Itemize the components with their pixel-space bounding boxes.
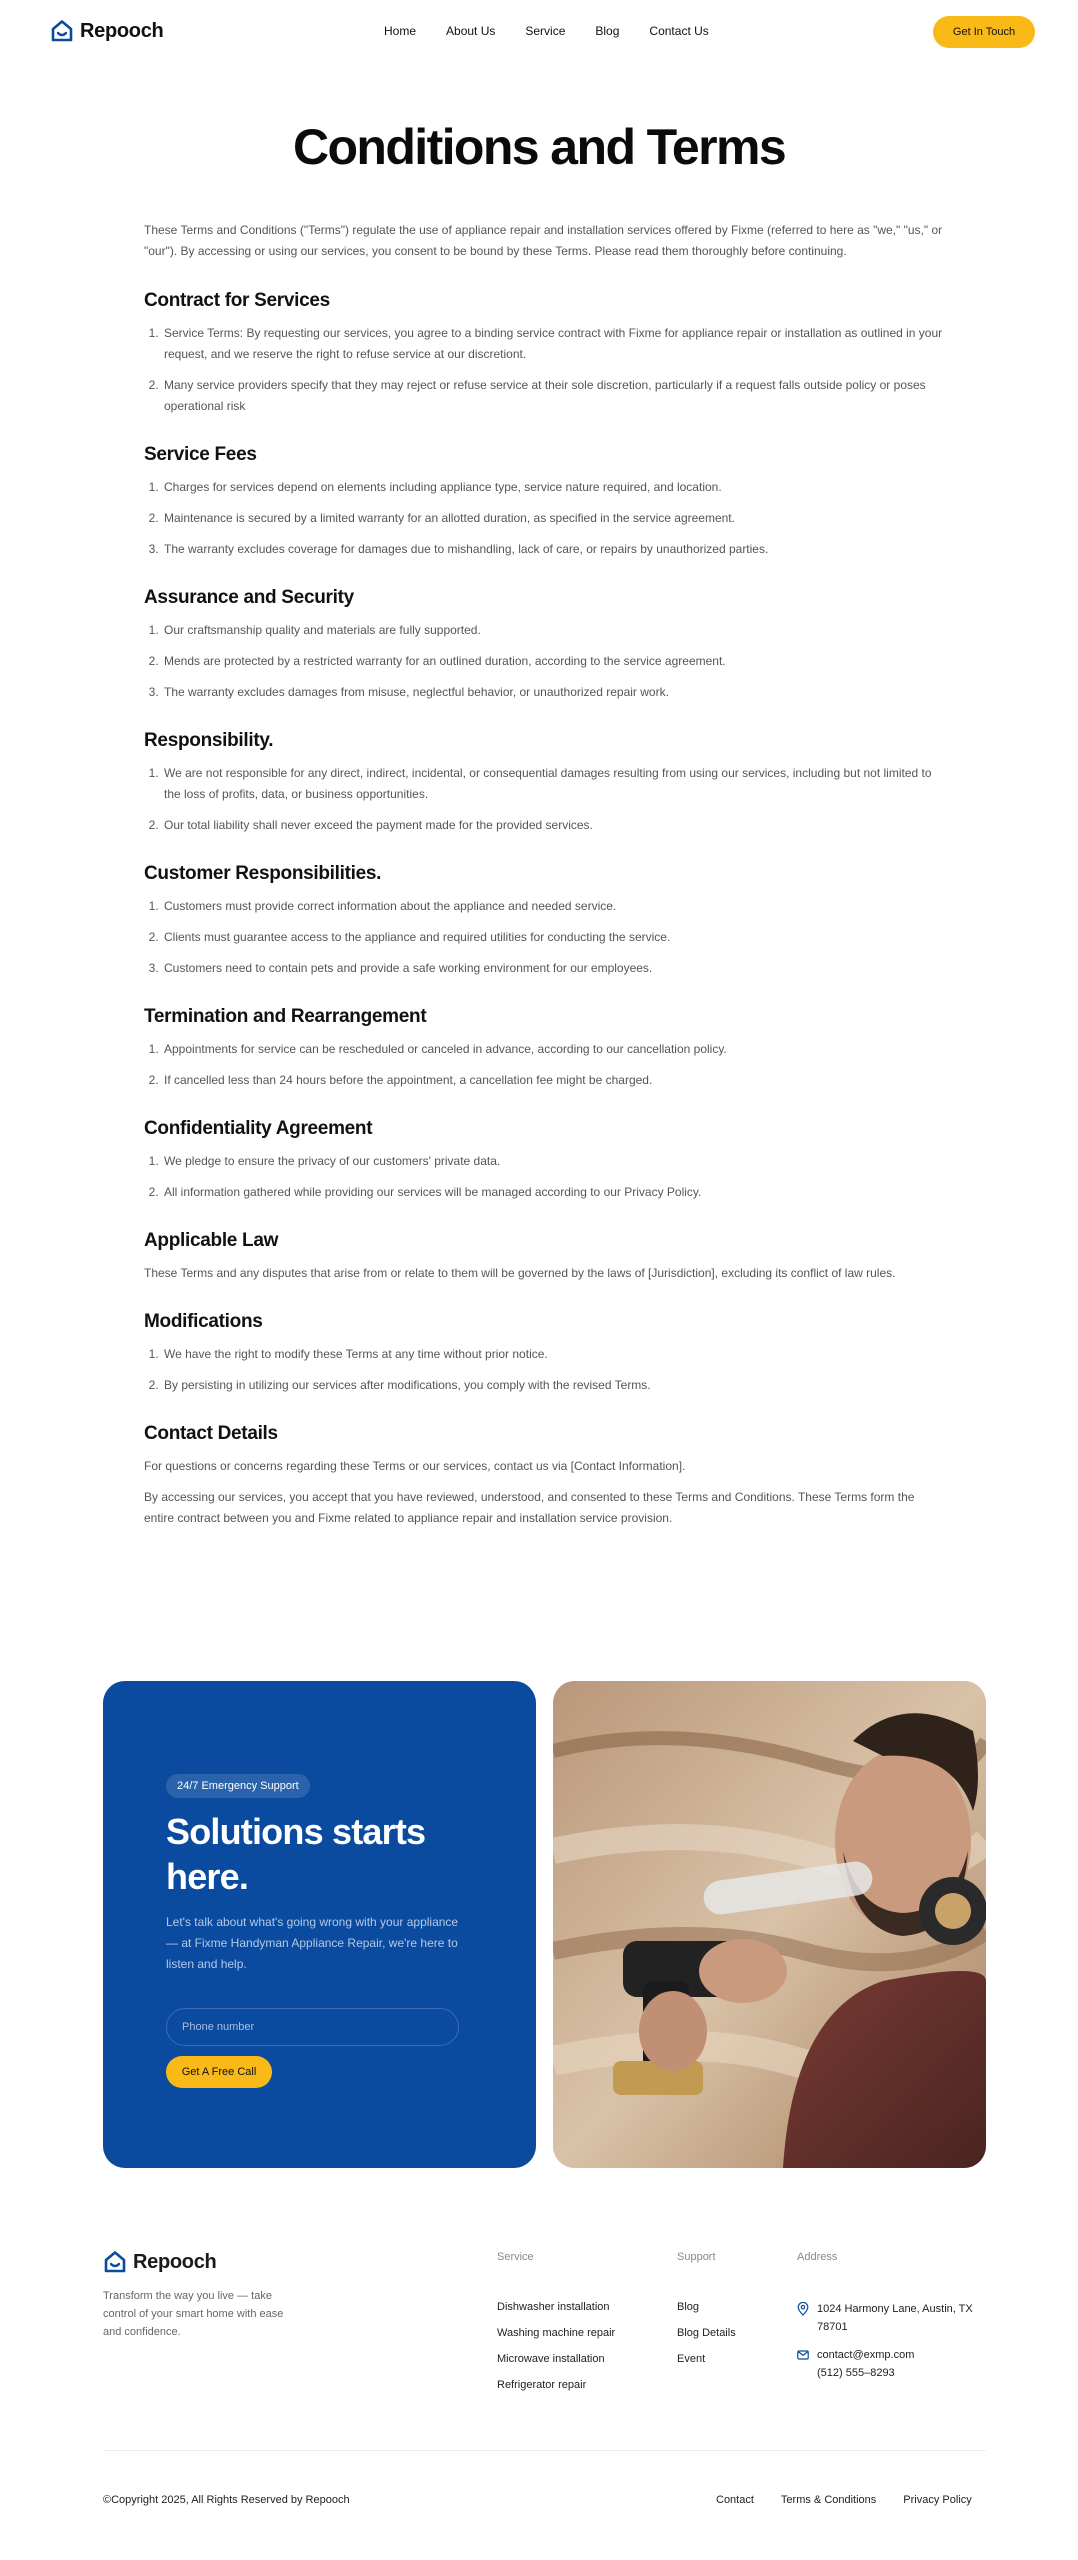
terms-content: [144, 220, 944, 1555]
footer-column-title: Support: [677, 2251, 716, 2263]
section-heading: Applicable Law: [144, 1230, 279, 1251]
footer-link-refrigerator-repair[interactable]: Refrigerator repair: [497, 2379, 587, 2391]
section-applicable-law: [144, 1229, 944, 1284]
emergency-support-badge: 24/7 Emergency Support: [166, 1774, 310, 1798]
section-list: [144, 477, 944, 560]
nav-home[interactable]: Home: [384, 24, 417, 38]
list-item: 2. If cancelled less than 24 hours before the appointment, a cancellation fee might be charged.: [162, 1070, 944, 1091]
section-heading: Contact Details: [144, 1423, 278, 1444]
list-item: 2. Clients must guarantee access to the appliance and required utilities for conducting the service.: [162, 927, 944, 948]
section-termination: [144, 1005, 944, 1091]
phone-number-input[interactable]: [166, 2008, 459, 2046]
section-paragraph: For questions or concerns regarding these Terms or our services, contact us via [Contact Information].: [144, 1459, 686, 1473]
nav-about-us[interactable]: About Us: [446, 24, 496, 38]
list-item: 1. Service Terms: By requesting our services, you agree to a binding service contract with Fixme for appliance repair or installation as outlined in your request, and we reserve the right to refuse service at our discretiont.: [162, 323, 944, 365]
footer-column-title: Address: [797, 2251, 838, 2263]
footer-logo-text: Repooch: [133, 2250, 217, 2273]
nav-contact-us[interactable]: Contact Us: [649, 24, 709, 38]
list-item: 2. All information gathered while providing our services will be managed according to our Privacy Policy.: [162, 1182, 944, 1203]
handyman-photo-illustration: [553, 1681, 986, 2168]
copyright-text: ©Copyright 2025, All Rights Reserved by Repooch: [103, 2494, 350, 2506]
footer-column-title: Service: [497, 2251, 534, 2263]
footer-link-blog[interactable]: Blog: [677, 2301, 700, 2313]
nav-service[interactable]: Service: [525, 24, 566, 38]
street-line-1: 1024 Harmony Lane, Austin, TX: [817, 2303, 973, 2315]
contact-info: [817, 2346, 914, 2382]
list-item: 2. Many service providers specify that they may reject or refuse service at their sole discretion, particularly if a request falls outside policy or poses operational risk: [162, 375, 944, 417]
handyman-photo: [553, 1681, 986, 2168]
list-item: 2. By persisting in utilizing our services after modifications, you comply with the revised Terms.: [162, 1375, 944, 1396]
section-paragraph: By accessing our services, you accept that you have reviewed, understood, and consented to these Terms and Conditions. These Terms form the entire contract between you and Fixme related to appliance repair and installation service provision.: [144, 1490, 915, 1525]
contact-phone[interactable]: (512) 555–8293: [817, 2367, 895, 2379]
section-modifications: [144, 1310, 944, 1396]
list-item: 1. Charges for services depend on elements including appliance type, service nature required, and location.: [162, 477, 944, 498]
section-assurance-and-security: [144, 586, 944, 703]
house-logo-icon: [50, 18, 74, 44]
section-heading: Responsibility.: [144, 730, 274, 751]
section-list: [144, 620, 944, 703]
list-item: 1. We are not responsible for any direct, indirect, incidental, or consequential damages resulting from using our services, including but not limited to the loss of profits, data, or business opportunities.: [162, 763, 944, 805]
list-item: 1. We pledge to ensure the privacy of our customers' private data.: [162, 1151, 944, 1172]
site-header: [0, 0, 1078, 64]
section-list: [144, 1344, 944, 1396]
section-heading: Modifications: [144, 1311, 263, 1332]
section-service-fees: [144, 443, 944, 560]
section-heading: Termination and Rearrangement: [144, 1006, 427, 1027]
contact-row: [797, 2346, 997, 2382]
main-nav: [384, 24, 709, 38]
logo-text: Repooch: [80, 19, 164, 42]
list-item: 2. Mends are protected by a restricted warranty for an outlined duration, according to the service agreement.: [162, 651, 944, 672]
footer-link-washing-machine-repair[interactable]: Washing machine repair: [497, 2327, 616, 2339]
section-heading: Customer Responsibilities.: [144, 863, 382, 884]
footer-bottom-links: [716, 2494, 972, 2506]
list-item: 1. Appointments for service can be rescheduled or canceled in advance, according to our cancellation policy.: [162, 1039, 944, 1060]
section-customer-responsibilities: [144, 862, 944, 979]
footer-support-column: [677, 2251, 736, 2378]
address-row: [797, 2300, 997, 2336]
bottom-link-contact[interactable]: Contact: [716, 2494, 754, 2506]
section-paragraph: These Terms and any disputes that arise from or relate to them will be governed by the laws of [Jurisdiction], excluding its conflict of law rules.: [144, 1266, 896, 1280]
footer-link-microwave-installation[interactable]: Microwave installation: [497, 2353, 605, 2365]
footer-address-column: [797, 2251, 997, 2392]
house-logo-icon: [103, 2249, 127, 2275]
street-address: [817, 2300, 973, 2336]
footer-service-column: [497, 2251, 615, 2404]
section-list: [144, 323, 944, 417]
list-item: 1. Customers must provide correct information about the appliance and needed service.: [162, 896, 944, 917]
footer-link-blog-details[interactable]: Blog Details: [677, 2327, 736, 2339]
list-item: 3. The warranty excludes coverage for damages due to mishandling, lack of care, or repairs by unauthorized parties.: [162, 539, 944, 560]
mail-icon: [797, 2348, 809, 2362]
list-item: 2. Maintenance is secured by a limited warranty for an allotted duration, as specified in the service agreement.: [162, 508, 944, 529]
section-heading: Assurance and Security: [144, 587, 354, 608]
location-pin-icon: [797, 2302, 809, 2316]
footer-link-dishwasher-installation[interactable]: Dishwasher installation: [497, 2301, 610, 2313]
section-heading: Confidentiality Agreement: [144, 1118, 373, 1139]
section-list: [144, 763, 944, 836]
cta-description: Let's talk about what's going wrong with your appliance — at Fixme Handyman Appliance Repair, we're here to listen and help.: [166, 1915, 459, 1971]
section-heading: Service Fees: [144, 444, 257, 465]
list-item: 3. Customers need to contain pets and provide a safe working environment for our employees.: [162, 958, 944, 979]
intro-paragraph: These Terms and Conditions ("Terms") regulate the use of appliance repair and installation services offered by Fixme (referred to here as "we," "us," or "our"). By accessing or using our services, you consent to be bound by these Terms. Please read them thoroughly before continuing.: [144, 223, 943, 258]
section-responsibility: [144, 729, 944, 836]
footer-tagline: Transform the way you live — take control of your smart home with ease and confidence.: [103, 2290, 284, 2338]
section-list: [144, 896, 944, 979]
cta-heading: Solutions starts here.: [166, 1811, 426, 1897]
logo[interactable]: [50, 18, 163, 44]
section-contact-details: [144, 1422, 944, 1529]
section-contract-for-services: [144, 289, 944, 417]
cta-card: [103, 1681, 536, 2168]
nav-blog[interactable]: Blog: [595, 24, 620, 38]
list-item: 3. The warranty excludes damages from misuse, neglectful behavior, or unauthorized repair work.: [162, 682, 944, 703]
footer-divider: [103, 2450, 986, 2451]
section-heading: Contract for Services: [144, 290, 330, 311]
contact-email[interactable]: contact@exmp.com: [817, 2349, 915, 2361]
list-item: 1. We have the right to modify these Terms at any time without prior notice.: [162, 1344, 944, 1365]
footer-logo[interactable]: [103, 2249, 216, 2275]
get-in-touch-button[interactable]: Get In Touch: [933, 16, 1035, 48]
section-confidentiality: [144, 1117, 944, 1203]
section-list: [144, 1151, 944, 1203]
get-free-call-button[interactable]: Get A Free Call: [166, 2056, 272, 2088]
street-line-2: 78701: [817, 2321, 848, 2333]
list-item: 1. Our craftsmanship quality and materials are fully supported.: [162, 620, 944, 641]
list-item: 2. Our total liability shall never exceed the payment made for the provided services.: [162, 815, 944, 836]
footer-link-event[interactable]: Event: [677, 2353, 706, 2365]
section-list: [144, 1039, 944, 1091]
bottom-link-terms[interactable]: Terms & Conditions: [780, 2494, 877, 2506]
page-title: Conditions and Terms: [292, 119, 786, 175]
bottom-link-privacy-policy[interactable]: Privacy Policy: [903, 2494, 972, 2506]
